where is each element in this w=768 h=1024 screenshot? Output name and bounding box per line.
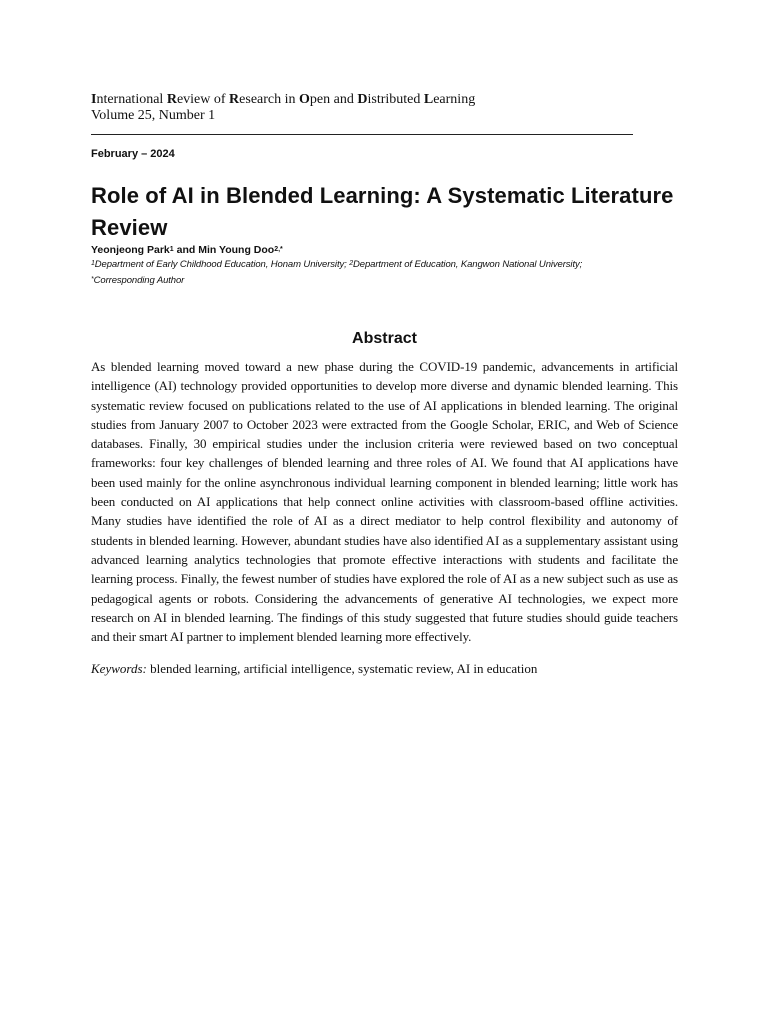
author-conjunction: and <box>173 244 199 256</box>
affiliation-text: Department of Early Childhood Education, Honam University; <box>94 259 350 270</box>
author-superscript: 1 <box>169 246 174 253</box>
publication-date: February – 2024 <box>91 148 175 160</box>
author-name: Min Young Doo <box>198 244 275 256</box>
journal-name-part: esearch in <box>239 92 300 107</box>
abstract-heading: Abstract <box>352 330 417 347</box>
journal-header <box>91 92 678 124</box>
keywords-label: Keywords: <box>91 661 147 677</box>
corresponding-superscript: * <box>91 276 94 283</box>
corresponding-author-text: Corresponding Author <box>93 275 185 286</box>
journal-name-part: nternational <box>96 92 167 107</box>
author-superscript: 2,* <box>274 246 283 253</box>
corresponding-author-note <box>91 273 678 289</box>
paper-title: Role of AI in Blended Learning: A Systematic Literature Review <box>91 183 674 240</box>
author-line <box>91 244 678 257</box>
paper-page <box>91 92 678 678</box>
journal-name <box>91 92 678 108</box>
journal-name-part: earning <box>433 92 476 107</box>
abstract-body: As blended learning moved toward a new phase during the COVID-19 pandemic, advancements in artificial intelligence (AI) technology provided opportunities to develop more diverse and dynamic blended learning. This systematic review focused on publications related to the use of AI applications in blended learning. The original studies from January 2007 to October 2023 were extracted from the Google Scholar, ERIC, and Web of Science databases. Finally, 30 empirical studies under the inclusion criteria were reviewed based on two conceptual frameworks: four key challenges of blended learning and three roles of AI. We found that AI applications have been used mainly for the online asynchronous individual learning component in blended learning; little work has been conducted on AI applications that help connect online activities with classroom-based offline activities. Many studies have identified the role of AI as a direct mediator to help control flexibility and autonomy of students in blended learning. However, abundant studies have also identified AI as a supplementary assistant using advanced learning analytics technologies that promote effective interactions with students and facilitate the learning process. Finally, the fewest number of studies have explored the role of AI as a new subject such as use as pedagogical agents or robots. Considering the advancements of generative AI technologies, we expect more research on AI in blended learning. The findings of this study suggested that future studies should guide teachers and their smart AI partner to implement blended learning more effectively. <box>91 359 678 645</box>
journal-name-part: istributed <box>367 92 424 107</box>
journal-name-part: pen and <box>309 92 358 107</box>
journal-volume: Volume 25, Number 1 <box>91 108 216 123</box>
journal-name-initial: O <box>299 92 310 107</box>
affiliation-text: Department of Education, Kangwon National University; <box>353 259 583 270</box>
affiliation-superscript: 2 <box>349 260 354 267</box>
affiliations <box>91 257 678 289</box>
journal-name-initial: I <box>91 92 97 107</box>
keywords-line <box>91 659 678 678</box>
keywords-text: blended learning, artificial intelligence, systematic review, AI in education <box>146 661 538 677</box>
journal-name-initial: L <box>423 92 434 107</box>
journal-name-part: eview of <box>176 92 230 107</box>
journal-name-initial: R <box>229 92 240 107</box>
journal-name-initial: R <box>166 92 177 107</box>
journal-name-initial: D <box>357 92 368 107</box>
header-divider <box>91 134 633 135</box>
affiliation-line <box>91 257 678 273</box>
affiliation-superscript: 1 <box>91 260 95 267</box>
author-name: Yeonjeong Park <box>91 244 170 256</box>
